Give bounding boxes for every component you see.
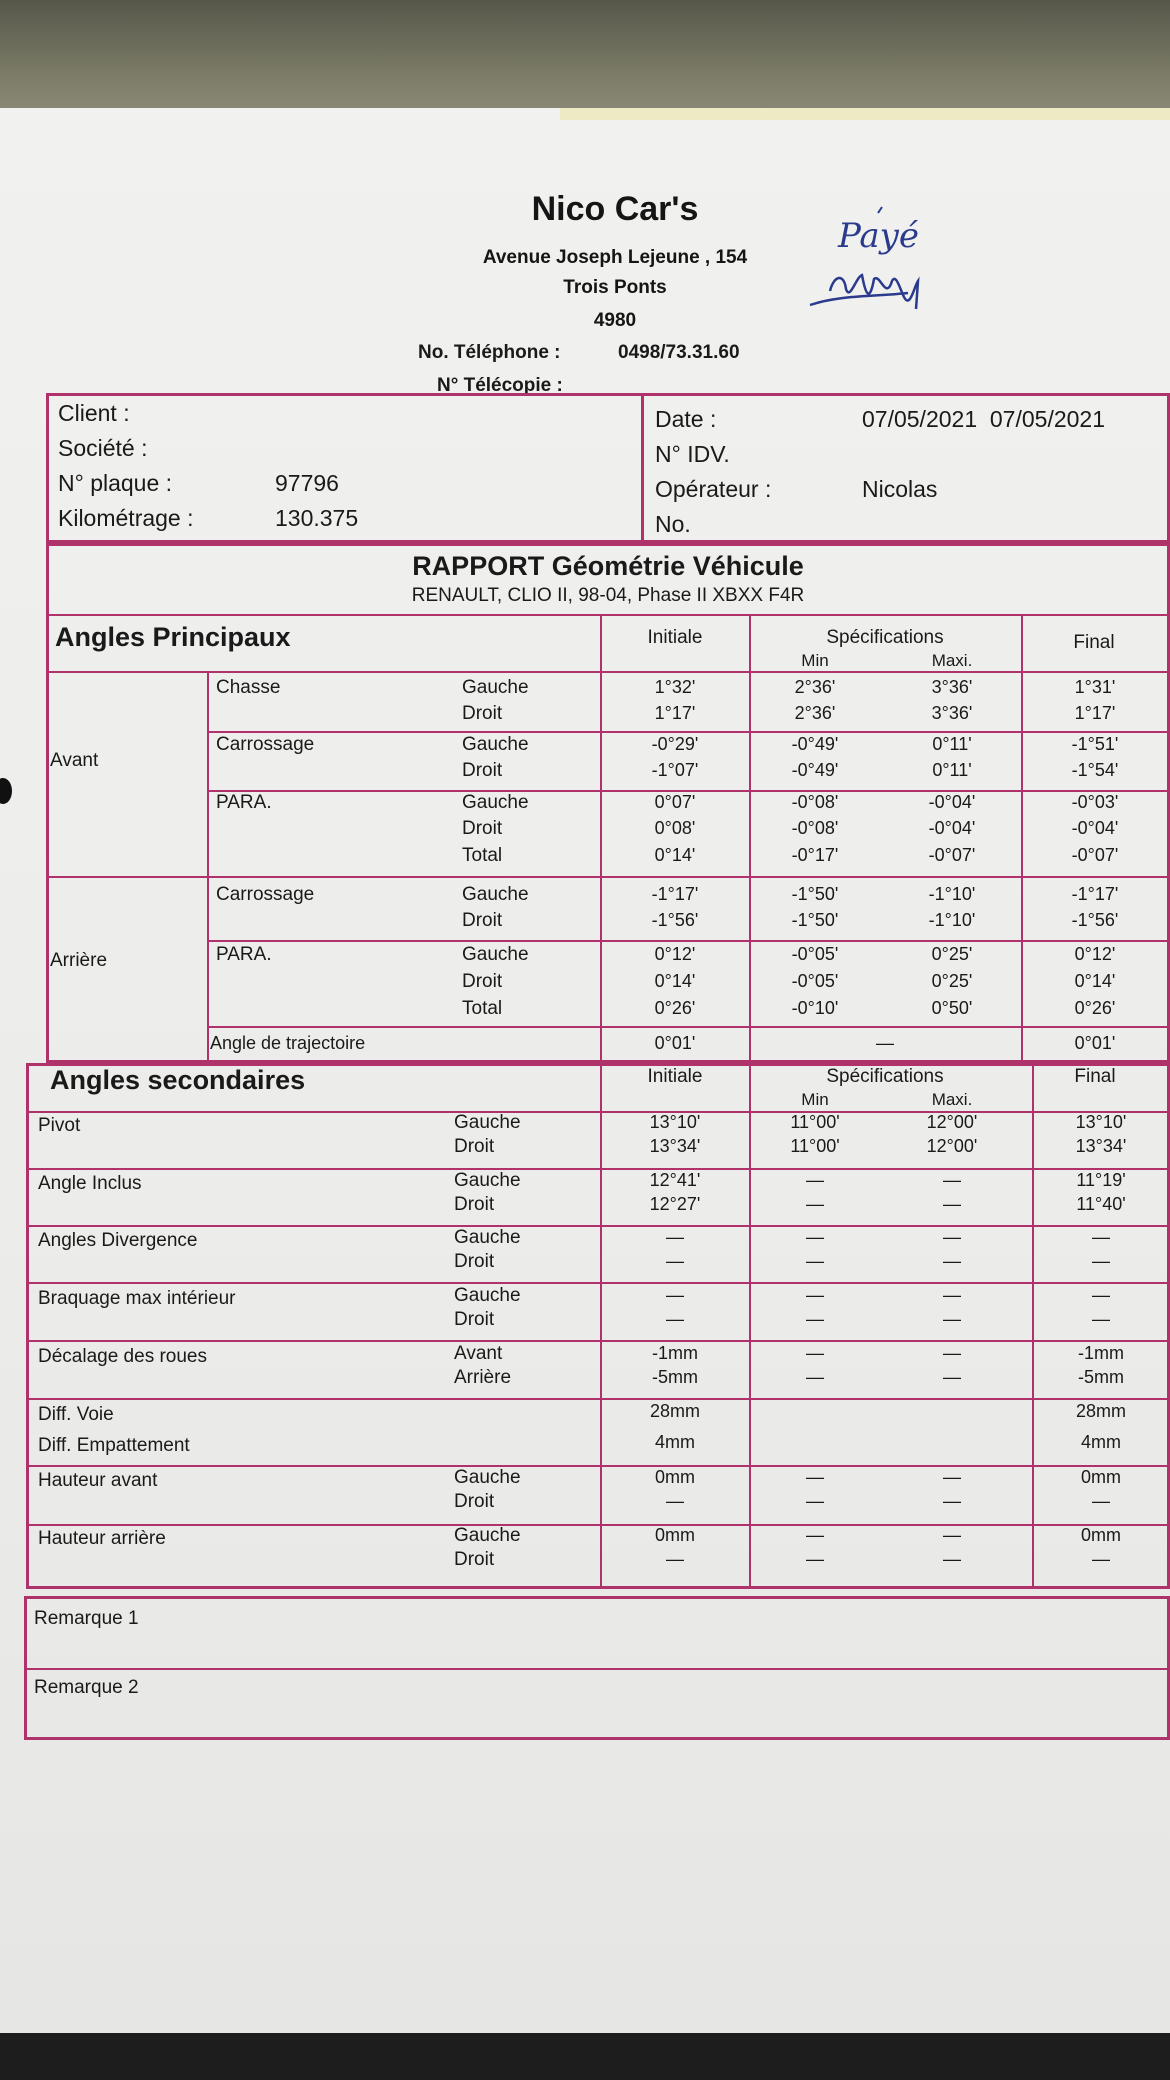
- secondary-final-1: —: [1092, 1227, 1110, 1247]
- row-initiale-value: 1°17': [654, 703, 696, 723]
- row-max-value: 3°36': [931, 677, 973, 697]
- col-initiale: Initiale: [647, 627, 703, 648]
- secondary-final-2: —: [1092, 1491, 1110, 1511]
- secondary-initiale-2: 4mm: [655, 1432, 695, 1452]
- row-initiale-value: 0°08': [654, 818, 696, 838]
- row-initiale-value: 0°14': [654, 971, 696, 991]
- fax-label: N° Télécopie :: [437, 375, 563, 396]
- row-final-value: 1°17': [1074, 703, 1116, 723]
- row-side-label: Droit: [462, 971, 503, 992]
- operateur-label: Opérateur :: [655, 476, 772, 502]
- col-min: Min: [801, 651, 829, 670]
- trajectoire-initiale: 0°01': [654, 1033, 696, 1053]
- societe-label: Société :: [58, 435, 148, 461]
- secondary-initiale-2: —: [666, 1549, 684, 1569]
- secondary-max-2: 12°00': [926, 1136, 978, 1156]
- secondary-max-1: —: [943, 1285, 961, 1305]
- phone-label: No. Téléphone :: [418, 342, 561, 363]
- trajectoire-final: 0°01': [1074, 1033, 1116, 1053]
- secondary-min-2: 11°00': [790, 1136, 840, 1156]
- secondary-title: Angles secondaires: [50, 1065, 306, 1095]
- report-title: RAPPORT Géométrie Véhicule: [412, 551, 804, 581]
- secondary-final-1: 11°19': [1076, 1170, 1126, 1190]
- handwritten-note: Payé: [838, 216, 919, 256]
- row-side-label: Gauche: [462, 884, 529, 905]
- secondary-side-2: Arrière: [454, 1367, 512, 1388]
- secondary-side-2: Droit: [454, 1309, 495, 1330]
- row-min-value: 2°36': [794, 703, 836, 723]
- row-initiale-value: -1°56': [651, 910, 699, 930]
- row-initiale-value: -1°07': [651, 760, 699, 780]
- rule: [749, 1065, 751, 1587]
- secondary-min-2: —: [806, 1251, 824, 1271]
- secondary-min-2: —: [806, 1309, 824, 1329]
- secondary-initiale-1: 28mm: [649, 1401, 700, 1421]
- row-side-label: Gauche: [462, 944, 529, 965]
- row-side-label: Gauche: [462, 734, 529, 755]
- secondary-max-1: —: [943, 1343, 961, 1363]
- secondary-row-label: Pivot: [38, 1115, 81, 1136]
- row-group-label: Carrossage: [216, 734, 315, 755]
- secondary-row-label: Braquage max intérieur: [38, 1288, 236, 1309]
- secondary-min-1: —: [806, 1170, 824, 1190]
- rule: [207, 731, 1170, 733]
- row-initiale-value: -1°17': [651, 884, 699, 904]
- client-label: Client :: [58, 400, 130, 426]
- row-final-value: -1°54': [1071, 760, 1119, 780]
- row-max-value: -0°07': [928, 845, 976, 865]
- secondary-side-1: Gauche: [454, 1467, 521, 1488]
- secondary-side-1: Gauche: [454, 1112, 521, 1133]
- row-group-label: PARA.: [216, 792, 272, 813]
- rule: [26, 1465, 1170, 1467]
- row-min-value: -0°05': [791, 971, 839, 991]
- col-maxi-2: Maxi.: [931, 1090, 973, 1109]
- secondary-side-1: Gauche: [454, 1227, 521, 1248]
- date-label: Date :: [655, 406, 717, 432]
- secondary-max-2: —: [943, 1251, 961, 1271]
- row-side-label: Gauche: [462, 677, 529, 698]
- secondary-row-label-2: Diff. Empattement: [38, 1435, 190, 1456]
- rule: [26, 1340, 1170, 1342]
- secondary-min-2: —: [806, 1549, 824, 1569]
- rule: [26, 1398, 1170, 1400]
- secondary-angles-box: [26, 1063, 1170, 1589]
- secondary-final-2: 4mm: [1081, 1432, 1121, 1452]
- secondary-initiale-1: 13°10': [649, 1112, 701, 1132]
- no-label: No.: [655, 511, 691, 537]
- row-initiale-value: 0°07': [654, 792, 696, 812]
- trajectoire-label: Angle de trajectoire: [210, 1033, 366, 1053]
- idv-label: N° IDV.: [655, 441, 730, 467]
- handwritten-signature: [800, 205, 960, 335]
- company-address: Avenue Joseph Lejeune , 154: [482, 247, 748, 268]
- secondary-initiale-1: 12°41': [649, 1170, 701, 1190]
- remark-2-label: Remarque 2: [34, 1677, 139, 1698]
- report-vehicle: RENAULT, CLIO II, 98-04, Phase II XBXX F4R: [411, 585, 805, 606]
- secondary-min-2: —: [806, 1367, 824, 1387]
- secondary-max-2: —: [943, 1491, 961, 1511]
- background-fabric: [0, 0, 1170, 120]
- secondary-row-label: Décalage des roues: [38, 1346, 207, 1367]
- row-max-value: 0°11': [932, 734, 972, 754]
- secondary-initiale-2: 12°27': [649, 1194, 701, 1214]
- group-arriere: Arrière: [50, 950, 108, 971]
- km-value: 130.375: [275, 505, 359, 531]
- secondary-side-2: Droit: [454, 1194, 495, 1215]
- row-final-value: -1°51': [1071, 734, 1119, 754]
- row-initiale-value: 1°32': [654, 677, 696, 697]
- row-side-label: Droit: [462, 703, 503, 724]
- date-value: 07/05/2021 07/05/2021: [862, 406, 1106, 432]
- row-min-value: -0°10': [791, 998, 839, 1018]
- secondary-max-1: —: [943, 1467, 961, 1487]
- secondary-side-2: Droit: [454, 1549, 495, 1570]
- secondary-min-1: —: [806, 1285, 824, 1305]
- secondary-initiale-1: -1mm: [652, 1343, 698, 1363]
- row-final-value: 0°12': [1074, 944, 1116, 964]
- row-min-value: -0°49': [791, 760, 839, 780]
- group-avant: Avant: [50, 750, 99, 771]
- rule: [26, 1524, 1170, 1526]
- company-name: Nico Car's: [531, 190, 699, 228]
- row-min-value: 2°36': [794, 677, 836, 697]
- row-min-value: -0°49': [791, 734, 839, 754]
- row-max-value: -0°04': [928, 792, 976, 812]
- secondary-final-1: 0mm: [1081, 1525, 1121, 1545]
- rule: [207, 1026, 1170, 1028]
- row-max-value: 0°50': [931, 998, 973, 1018]
- row-initiale-value: 0°14': [654, 845, 696, 865]
- secondary-min-2: —: [806, 1194, 824, 1214]
- secondary-max-1: —: [943, 1227, 961, 1247]
- col-maxi: Maxi.: [931, 651, 973, 670]
- rule: [749, 616, 751, 1061]
- rule: [46, 876, 1170, 878]
- secondary-final-1: 13°10': [1075, 1112, 1127, 1132]
- secondary-row-label: Angles Divergence: [38, 1230, 198, 1251]
- company-city: Trois Ponts: [563, 277, 667, 298]
- row-side-label: Gauche: [462, 792, 529, 813]
- row-max-value: -1°10': [928, 910, 976, 930]
- secondary-min-1: —: [806, 1227, 824, 1247]
- col-final-2: Final: [1074, 1066, 1116, 1087]
- row-final-value: -0°04': [1071, 818, 1119, 838]
- row-initiale-value: 0°12': [654, 944, 696, 964]
- secondary-side-2: Droit: [454, 1251, 495, 1272]
- operateur-value: Nicolas: [862, 476, 938, 502]
- row-max-value: -0°04': [928, 818, 976, 838]
- row-side-label: Droit: [462, 818, 503, 839]
- secondary-min-1: —: [806, 1525, 824, 1545]
- row-max-value: 0°11': [932, 760, 972, 780]
- row-min-value: -0°08': [791, 818, 839, 838]
- rule: [207, 940, 1170, 942]
- secondary-final-1: 28mm: [1075, 1401, 1126, 1421]
- phone-value: 0498/73.31.60: [618, 342, 740, 363]
- row-final-value: 1°31': [1074, 677, 1116, 697]
- secondary-max-2: —: [943, 1549, 961, 1569]
- row-final-value: -1°56': [1071, 910, 1119, 930]
- col-final: Final: [1073, 632, 1115, 653]
- col-min-2: Min: [801, 1090, 829, 1109]
- secondary-side-1: Gauche: [454, 1525, 521, 1546]
- secondary-initiale-2: 13°34': [649, 1136, 701, 1156]
- row-max-value: -1°10': [928, 884, 976, 904]
- row-max-value: 0°25': [931, 944, 973, 964]
- paper-edge-yellow: [560, 108, 1170, 120]
- row-final-value: -0°03': [1071, 792, 1119, 812]
- col-initiale-2: Initiale: [647, 1066, 703, 1087]
- row-group-label: PARA.: [216, 944, 272, 965]
- row-final-value: 0°26': [1074, 998, 1116, 1018]
- rule: [26, 1282, 1170, 1284]
- secondary-side-2: Droit: [454, 1136, 495, 1157]
- secondary-max-1: —: [943, 1170, 961, 1190]
- secondary-final-2: 13°34': [1075, 1136, 1127, 1156]
- row-min-value: -1°50': [791, 910, 839, 930]
- row-initiale-value: 0°26': [654, 998, 696, 1018]
- secondary-final-2: 11°40': [1076, 1194, 1126, 1214]
- rule: [46, 614, 1170, 616]
- rule: [26, 1168, 1170, 1170]
- secondary-row-label: Hauteur arrière: [38, 1528, 166, 1549]
- row-side-label: Droit: [462, 910, 503, 931]
- row-side-label: Total: [462, 998, 503, 1019]
- secondary-initiale-2: -5mm: [652, 1367, 698, 1387]
- secondary-row-label: Hauteur avant: [38, 1470, 158, 1491]
- row-min-value: -0°17': [791, 845, 839, 865]
- row-group-label: Chasse: [216, 677, 281, 698]
- company-postcode: 4980: [593, 310, 637, 331]
- trajectoire-spec: —: [876, 1033, 894, 1053]
- row-final-value: -0°07': [1071, 845, 1119, 865]
- secondary-final-1: -1mm: [1078, 1343, 1124, 1363]
- row-max-value: 0°25': [931, 971, 973, 991]
- secondary-row-label: Angle Inclus: [38, 1173, 142, 1194]
- secondary-min-2: —: [806, 1491, 824, 1511]
- row-initiale-value: -0°29': [651, 734, 699, 754]
- row-final-value: 0°14': [1074, 971, 1116, 991]
- km-label: Kilométrage :: [58, 505, 194, 531]
- secondary-side-1: Avant: [454, 1343, 503, 1364]
- plaque-value: 97796: [275, 470, 339, 496]
- secondary-final-2: —: [1092, 1309, 1110, 1329]
- secondary-row-label: Diff. Voie: [38, 1404, 114, 1425]
- secondary-min-1: 11°00': [790, 1112, 840, 1132]
- secondary-final-2: —: [1092, 1549, 1110, 1569]
- rule: [46, 671, 1170, 673]
- secondary-min-1: —: [806, 1467, 824, 1487]
- secondary-initiale-2: —: [666, 1491, 684, 1511]
- secondary-side-1: Gauche: [454, 1285, 521, 1306]
- row-min-value: -0°08': [791, 792, 839, 812]
- rule: [24, 1668, 1170, 1670]
- col-specifications-2: Spécifications: [826, 1066, 944, 1087]
- secondary-max-2: —: [943, 1194, 961, 1214]
- secondary-min-1: —: [806, 1343, 824, 1363]
- secondary-side-1: Gauche: [454, 1170, 521, 1191]
- remark-1-label: Remarque 1: [34, 1608, 139, 1629]
- secondary-initiale-1: 0mm: [655, 1467, 695, 1487]
- client-divider: [641, 395, 644, 541]
- secondary-initiale-1: —: [666, 1285, 684, 1305]
- secondary-initiale-2: —: [666, 1309, 684, 1329]
- secondary-max-1: 12°00': [926, 1112, 978, 1132]
- secondary-final-2: —: [1092, 1251, 1110, 1271]
- secondary-initiale-2: —: [666, 1251, 684, 1271]
- secondary-max-2: —: [943, 1367, 961, 1387]
- secondary-initiale-1: 0mm: [655, 1525, 695, 1545]
- row-final-value: -1°17': [1071, 884, 1119, 904]
- secondary-max-2: —: [943, 1309, 961, 1329]
- row-group-label: Carrossage: [216, 884, 315, 905]
- secondary-final-1: —: [1092, 1285, 1110, 1305]
- row-max-value: 3°36': [931, 703, 973, 723]
- row-min-value: -1°50': [791, 884, 839, 904]
- row-side-label: Droit: [462, 760, 503, 781]
- secondary-side-2: Droit: [454, 1491, 495, 1512]
- row-min-value: -0°05': [791, 944, 839, 964]
- rule: [26, 1225, 1170, 1227]
- secondary-final-2: -5mm: [1078, 1367, 1124, 1387]
- col-specifications: Spécifications: [826, 627, 944, 648]
- rule: [207, 671, 209, 1061]
- secondary-final-1: 0mm: [1081, 1467, 1121, 1487]
- secondary-max-1: —: [943, 1525, 961, 1545]
- principal-title: Angles Principaux: [55, 622, 291, 652]
- rule: [26, 1111, 1170, 1113]
- plaque-label: N° plaque :: [58, 470, 173, 496]
- secondary-initiale-1: —: [666, 1227, 684, 1247]
- row-side-label: Total: [462, 845, 503, 866]
